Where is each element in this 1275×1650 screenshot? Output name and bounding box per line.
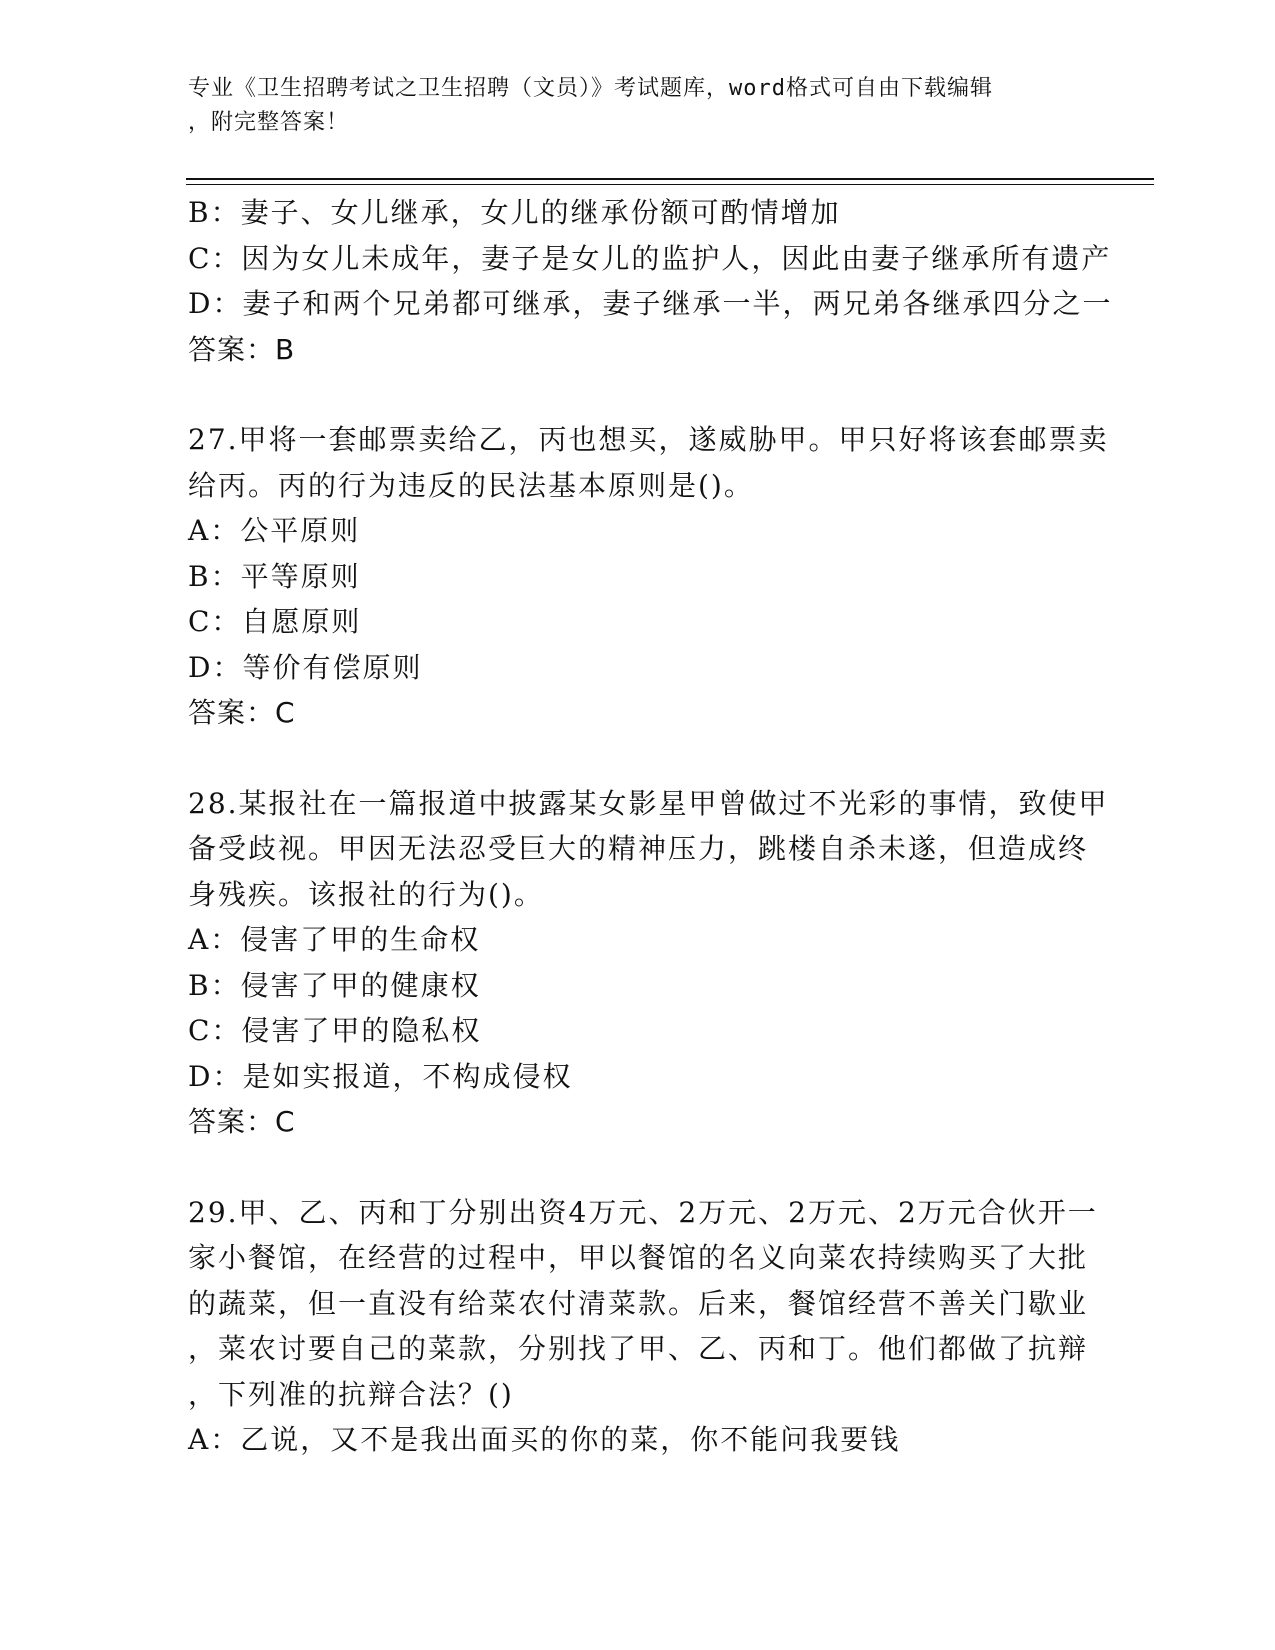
spacer	[188, 736, 1088, 781]
question-29	[188, 1190, 1098, 1463]
option-c: C：自愿原则	[188, 605, 362, 638]
question-stem-line: 身残疾。该报社的行为()。	[188, 877, 544, 911]
option-b: B：平等原则	[188, 559, 361, 593]
question-26-continued	[188, 190, 1113, 372]
question-stem-line: 备受歧视。甲因无法忍受巨大的精神压力，跳楼自杀未遂，但造成终	[188, 832, 1089, 865]
question-27	[188, 417, 1109, 736]
question-stem-line: ，下列准的抗辩合法？()	[188, 1377, 514, 1411]
option-d: D：妻子和两个兄弟都可继承，妻子继承一半，两兄弟各继承四分之一	[188, 287, 1113, 320]
answer-line: 答案：C	[188, 1105, 296, 1138]
option-a: A：公平原则	[188, 514, 361, 547]
spacer	[188, 1145, 1088, 1190]
question-stem-line: 的蔬菜，但一直没有给菜农付清菜款。后来，餐馆经营不善关门歇业	[188, 1286, 1089, 1320]
question-stem-line: ，菜农讨要自己的菜款，分别找了甲、乙、丙和丁。他们都做了抗辩	[188, 1332, 1089, 1365]
header-line-1: 专业《卫生招聘考试之卫生招聘（文员）》考试题库，word格式可自由下载编辑	[188, 76, 993, 101]
option-b: B：侵害了甲的健康权	[188, 968, 481, 1002]
option-a: A：乙说，又不是我出面买的你的菜，你不能问我要钱	[188, 1423, 901, 1456]
answer-line: 答案：B	[188, 332, 296, 366]
question-stem-line: 29.甲、乙、丙和丁分别出资4万元、2万元、2万元、2万元合伙开一	[188, 1195, 1098, 1229]
header-line-2: ，附完整答案！	[188, 110, 350, 135]
question-stem-line: 给丙。丙的行为违反的民法基本原则是()。	[188, 468, 754, 502]
option-a: A：侵害了甲的生命权	[188, 923, 481, 956]
option-d: D：等价有偿原则	[188, 650, 423, 684]
answer-line: 答案：C	[188, 696, 296, 729]
header-rule-thick	[186, 178, 1154, 180]
question-stem-line: 28.某报社在一篇报道中披露某女影星甲曾做过不光彩的事情，致使甲	[188, 786, 1109, 820]
spacer	[188, 372, 1088, 417]
option-d: D：是如实报道，不构成侵权	[188, 1059, 573, 1093]
option-c: C：侵害了甲的隐私权	[188, 1014, 482, 1047]
document-body	[188, 190, 1113, 1463]
header-rule-thin	[186, 184, 1154, 185]
page-header	[188, 72, 1068, 140]
question-stem-line: 27.甲将一套邮票卖给乙，丙也想买，遂威胁甲。甲只好将该套邮票卖	[188, 423, 1109, 456]
option-c: C：因为女儿未成年，妻子是女儿的监护人，因此由妻子继承所有遗产	[188, 241, 1112, 275]
question-28	[188, 781, 1109, 1145]
option-b: B：妻子、女儿继承，女儿的继承份额可酌情增加	[188, 196, 841, 229]
question-stem-line: 家小餐馆，在经营的过程中，甲以餐馆的名义向菜农持续购买了大批	[188, 1241, 1089, 1274]
